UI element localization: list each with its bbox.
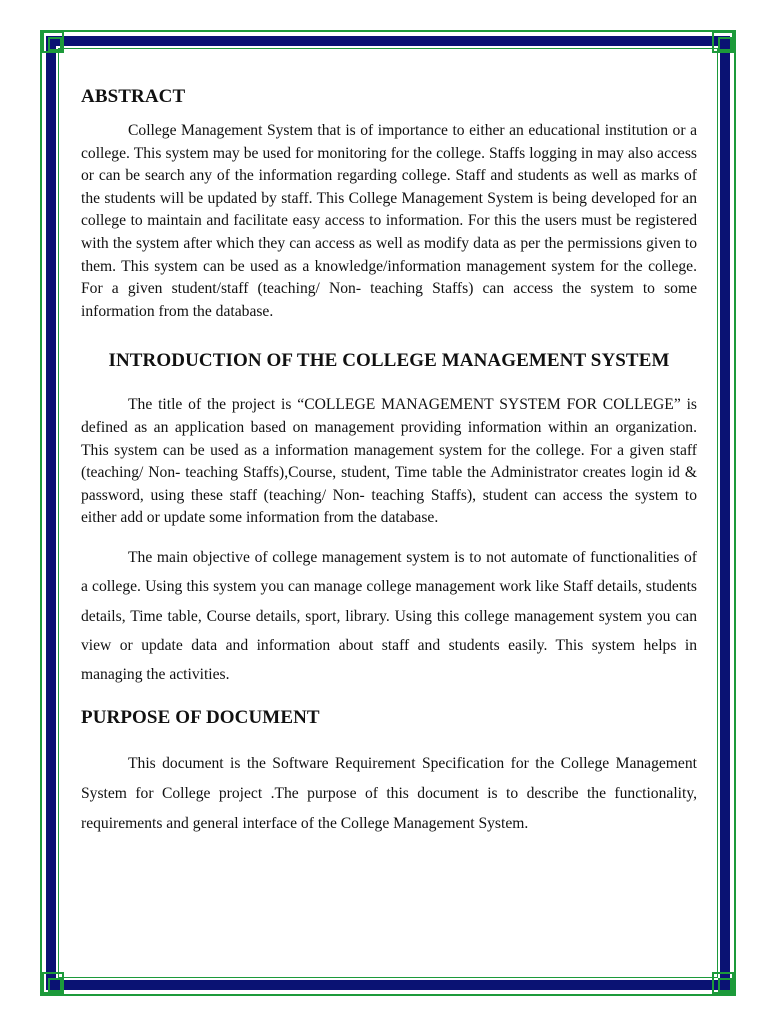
document-content — [81, 84, 697, 838]
corner-ornament-bottom-left — [42, 972, 64, 994]
introduction-paragraph-1: The title of the project is “COLLEGE MANAGEMENT SYSTEM FOR COLLEGE” is defined as an application based on management providing information within an organization. This system can be used as a information management system for the college. For a given staff (teaching/ Non- teaching Staffs),Course, student, Time table the Administrator creates login id & password, using these staff (teaching/ Non- teaching Staffs), student can access the system to either add or update some information from the database. — [81, 396, 697, 527]
corner-ornament-bottom-right — [712, 972, 734, 994]
abstract-heading: ABSTRACT — [81, 86, 186, 107]
abstract-paragraph: College Management System that is of importance to either an educational institution or a college. This system may be used for monitoring for the college. Staffs logging in may also access or can be search any of the information regarding college. Staff and students as well as marks of the students will be updated by staff. This College Management System is being developed for an college to maintain and facilitate easy access to information. For this the users must be registered with the system after which they can access as well as modify data as per the permissions given to them. This system can be used as a knowledge/information management system for the college. For a given student/staff (teaching/ Non- teaching Staffs) can access the system to some information from the database. — [81, 122, 697, 320]
introduction-paragraph-2: The main objective of college management system is to not automate of functionalities of a college. Using this system you can manage college management work like Staff details, students details, Time table, Course details, sport, library. Using this college management system you can view or update data and information about staff and students easily. This system helps in managing the activities. — [81, 548, 697, 684]
purpose-paragraph: This document is the Software Requirement Specification for the College Management System for College project .The purpose of this document is to describe the functionality, requirements and general interface of the College Management System. — [81, 755, 697, 832]
corner-ornament-top-right — [712, 31, 734, 53]
introduction-heading: INTRODUCTION OF THE COLLEGE MANAGEMENT SYSTEM — [108, 350, 670, 372]
purpose-heading: PURPOSE OF DOCUMENT — [81, 707, 320, 729]
corner-ornament-top-left — [42, 31, 64, 53]
